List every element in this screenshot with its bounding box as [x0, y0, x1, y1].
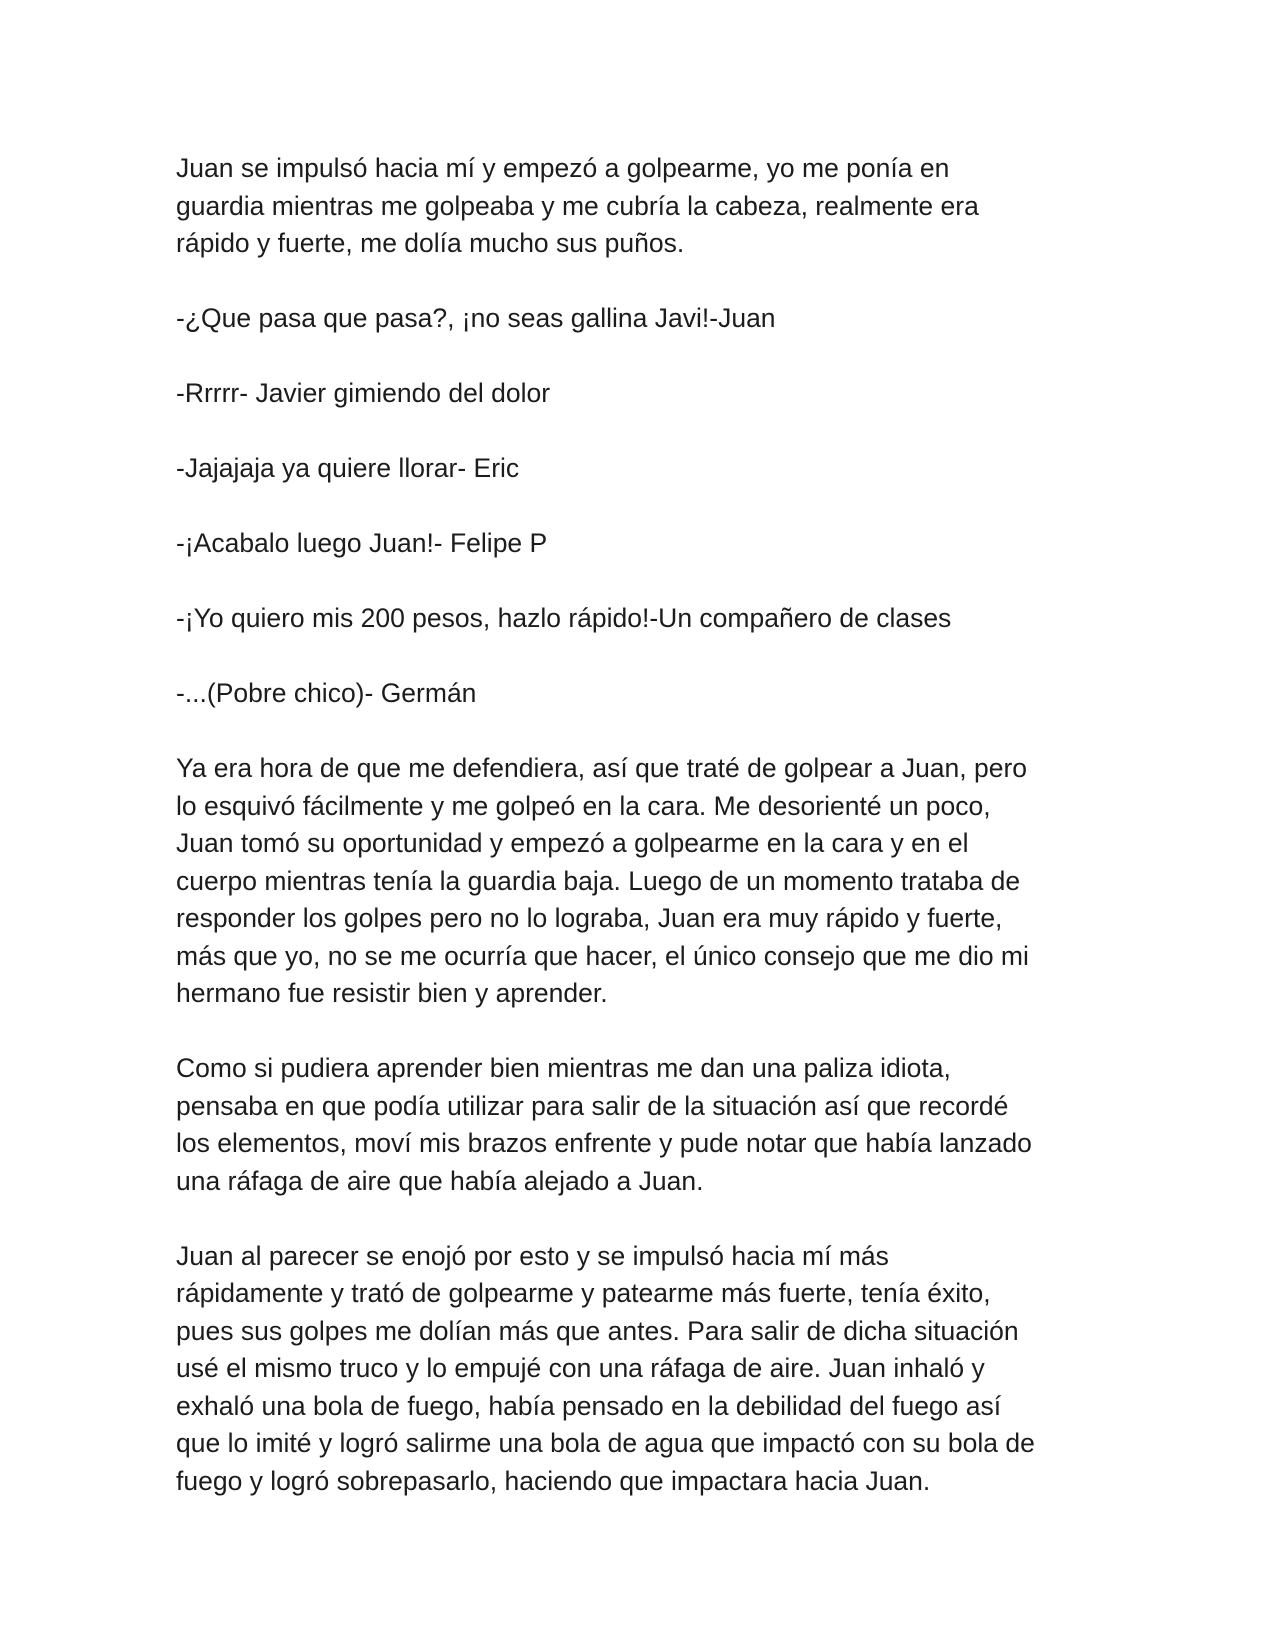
paragraph-fire-water: Juan al parecer se enojó por esto y se impulsó hacia mí más rápidamente y trató de golpearme y patearme más fuerte, tenía éxito, pues sus golpes me dolían más que antes. Para salir de dicha situación usé el mismo truco y lo empujé con una ráfaga de aire. Juan inhaló y exhaló una bola de fuego, había pensado en la debilidad del fuego así que lo imité y logró salirme una bola de agua que impactó con su bola de fuego y logró sobrepasarlo, haciendo que impactara hacia Juan. — [176, 1240, 1035, 1496]
paragraph-defense: Ya era hora de que me defendiera, así que traté de golpear a Juan, pero lo esquivó fácilmente y me golpeó en la cara. Me desorienté un poco, Juan tomó su oportunidad y empezó a golpearme en la cara y en el cuerpo mientras tenía la guardia baja. Luego de un momento trataba de responder los golpes pero no lo lograba, Juan era muy rápido y fuerte, más que yo, no se me ocurría que hacer, el único consejo que me dio mi hermano fue resistir bien y aprender. — [176, 753, 1029, 1008]
paragraph-elements: Como si pudiera aprender bien mientras me dan una paliza idiota, pensaba en que podía utilizar para salir de la situación así que recordé los elementos, moví mis brazos enfrente y pude notar que había lanzado una ráfaga de aire que había alejado a Juan. — [176, 1053, 1032, 1196]
dialogue-line-javier: -Rrrrr- Javier gimiendo del dolor — [176, 378, 551, 408]
dialogue-line-felipe: -¡Acabalo luego Juan!- Felipe P — [176, 528, 548, 558]
dialogue-line-classmate: -¡Yo quiero mis 200 pesos, hazlo rápido!-Un compañero de clases — [176, 603, 952, 633]
dialogue-line-juan: -¿Que pasa que pasa?, ¡no seas gallina Javi!-Juan — [176, 303, 776, 333]
dialogue-line-eric: -Jajajaja ya quiere llorar- Eric — [176, 453, 520, 483]
paragraph-intro: Juan se impulsó hacia mí y empezó a golpearme, yo me ponía en guardia mientras me golpeaba y me cubría la cabeza, realmente era rápido y fuerte, me dolía mucho sus puños. — [176, 153, 979, 258]
dialogue-line-german: -...(Pobre chico)- Germán — [176, 678, 477, 708]
document-body — [176, 150, 1096, 1500]
